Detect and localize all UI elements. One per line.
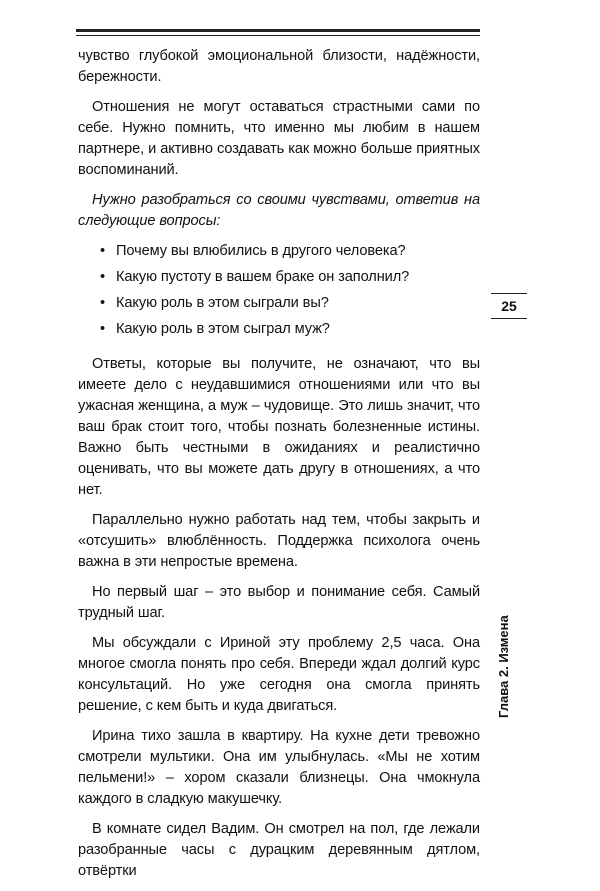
list-item <box>78 267 480 288</box>
list-item <box>78 293 480 314</box>
bullet-icon: • <box>100 269 106 285</box>
paragraph-1: чувство глубокой эмоциональной близости, надёжности, бережности. <box>78 48 480 85</box>
page-number-block <box>488 293 530 319</box>
question-text: Какую роль в этом сыграл муж? <box>116 321 330 337</box>
bullet-icon: • <box>100 243 106 259</box>
list-item <box>78 241 480 262</box>
list-item <box>78 319 480 340</box>
question-text: Какую роль в этом сыграли вы? <box>116 295 329 311</box>
paragraph-2: Отношения не могут оставаться страстными сами по себе. Нужно помнить, что именно мы любим в нашем партнере, и активно создавать как можно больше приятных воспоминаний. <box>78 99 480 178</box>
paragraph-7: Мы обсуждали с Ириной эту проблему 2,5 часа. Она многое смогла понять про себя. Впереди ждал долгий курс консультаций. Но уже сегодня она смогла принять решение, с кем быть и куда двигаться. <box>78 635 480 714</box>
header-rule <box>76 29 480 32</box>
page-content <box>78 46 480 891</box>
paragraph-4: Ответы, которые вы получите, не означают, что вы имеете дело с неудавшимися отношениями или что вы ужасная женщина, а муж – чудовище. Это лишь значит, что ваш брак стоит того, чтобы познать болезненные истины. Важно быть честными в ожиданиях и реалистично оценивать, что вы можете дать другу в отношениях, а что нет. <box>78 356 480 498</box>
page-number: 25 <box>501 298 517 314</box>
paragraph-5: Параллельно нужно работать над тем, чтобы закрыть и «отсушить» влюблённость. Поддержка психолога очень важна в эти непростые времена. <box>78 512 480 570</box>
questions-list <box>78 241 480 340</box>
chapter-side-label: Глава 2. Измена <box>496 615 511 718</box>
bullet-icon: • <box>100 295 106 311</box>
paragraph-3-italic: Нужно разобраться со своими чувствами, ответив на следующие вопросы: <box>78 192 480 229</box>
paragraph-9: В комнате сидел Вадим. Он смотрел на пол, где лежали разобранные часы с дурацким деревянным дятлом, отвёртки <box>78 821 480 879</box>
bullet-icon: • <box>100 321 106 337</box>
header-rule-thin <box>76 35 480 36</box>
paragraph-6: Но первый шаг – это выбор и понимание себя. Самый трудный шаг. <box>78 584 480 621</box>
page-number-rule-bottom <box>491 318 527 319</box>
question-text: Какую пустоту в вашем браке он заполнил? <box>116 269 410 285</box>
paragraph-8: Ирина тихо зашла в квартиру. На кухне дети тревожно смотрели мультики. Она им улыбнулась. «Мы не хотим пельмени!» – хором сказали близнецы. Она чмокнула каждого в сладкую макушечку. <box>78 728 480 807</box>
question-text: Почему вы влюбились в другого человека? <box>116 243 406 259</box>
